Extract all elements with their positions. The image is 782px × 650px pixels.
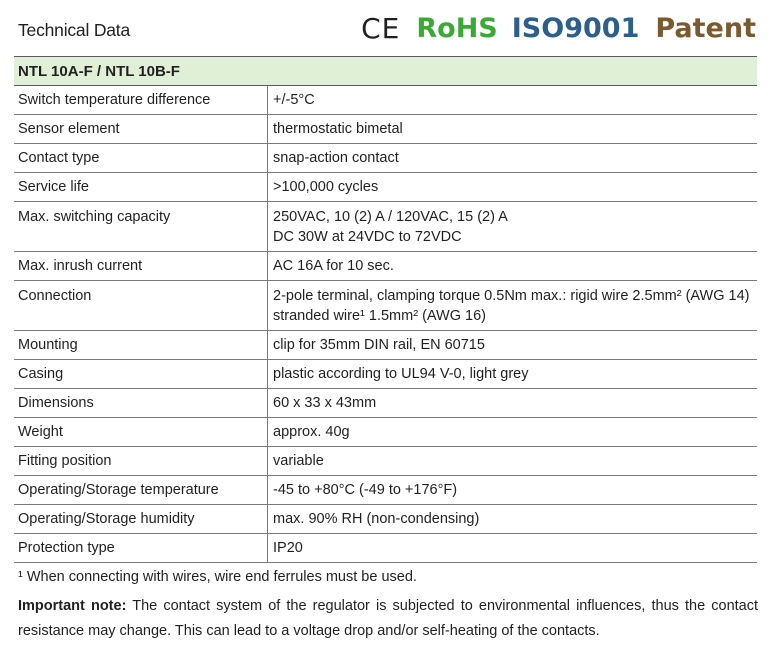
page-title: Technical Data [18,20,130,40]
row-label: Fitting position [18,453,112,469]
row-label: Connection [18,288,92,304]
row-label: Sensor element [18,121,120,137]
row-value [267,281,757,330]
row-value-line: plastic according to UL94 V-0, light grey [273,366,529,382]
row-value-line: >100,000 cycles [273,179,379,195]
rohs-logo: RoHS [416,12,498,44]
row-label: Max. inrush current [18,258,143,274]
row-value-line: IP20 [273,540,303,556]
row-value-line: stranded wire¹ 1.5mm² (AWG 16) [273,308,486,324]
table-row [14,173,757,202]
row-label: Switch temperature difference [18,92,211,108]
table-row [14,281,757,331]
row-value-line: AC 16A for 10 sec. [273,258,394,274]
table-row [14,447,757,476]
row-label: Casing [18,366,64,382]
row-value-line: thermostatic bimetal [273,121,403,137]
row-value-line: -45 to +80°C (-49 to +176°F) [273,482,458,498]
row-value-line: 60 x 33 x 43mm [273,395,377,411]
row-label: Protection type [18,540,115,556]
row-value-line: DC 30W at 24VDC to 72VDC [273,229,462,245]
row-value [267,360,757,388]
row-value [267,476,757,504]
row-value [267,331,757,359]
row-label: Mounting [18,337,78,353]
row-label: Operating/Storage temperature [18,482,219,498]
table-row [14,86,757,115]
row-value [267,252,757,280]
technical-data-table [14,56,757,563]
table-row [14,505,757,534]
row-value [267,505,757,533]
important-note [18,594,758,644]
row-value [267,389,757,417]
row-value-line: 2-pole terminal, clamping torque 0.5Nm max.: rigid wire 2.5mm² (AWG 14) [273,288,750,304]
row-value-line: approx. 40g [273,424,350,440]
row-label: Operating/Storage humidity [18,511,195,527]
iso9001-logo: ISO9001 [511,12,640,44]
footnote: ¹ When connecting with wires, wire end ferrules must be used. [18,569,417,585]
row-label: Weight [18,424,63,440]
table-body [14,86,757,563]
row-value [267,447,757,475]
row-label: Dimensions [18,395,94,411]
table-row [14,476,757,505]
row-value-line: variable [273,453,324,469]
row-value [267,115,757,143]
row-value [267,86,757,114]
table-row [14,252,757,281]
row-value [267,534,757,562]
row-value [267,144,757,172]
row-label: Contact type [18,150,100,166]
row-value-line: snap-action contact [273,150,399,166]
important-note-text: The contact system of the regulator is subjected to environmental influences, thus the contact resistance may change. This can lead to a voltage drop and/or self-heating of the contacts. [18,598,759,639]
row-value [267,173,757,201]
table-row [14,202,757,252]
row-value-line: clip for 35mm DIN rail, EN 60715 [273,337,485,353]
table-model-header: NTL 10A-F / NTL 10B-F [14,57,757,86]
table-row [14,115,757,144]
row-label: Service life [18,179,89,195]
table-row [14,389,757,418]
row-value-line: max. 90% RH (non-condensing) [273,511,480,527]
row-value [267,418,757,446]
certification-logos [361,8,756,48]
patent-logo: Patent [655,12,756,44]
ce-mark-logo: CE [361,11,401,45]
row-label: Max. switching capacity [18,209,171,225]
row-value [267,202,757,251]
table-row [14,418,757,447]
table-row [14,360,757,389]
table-row [14,144,757,173]
row-value-line: +/-5°C [273,92,315,108]
important-note-label: Important note: [18,598,127,614]
table-row [14,534,757,563]
table-row [14,331,757,360]
row-value-line: 250VAC, 10 (2) A / 120VAC, 15 (2) A [273,209,508,225]
